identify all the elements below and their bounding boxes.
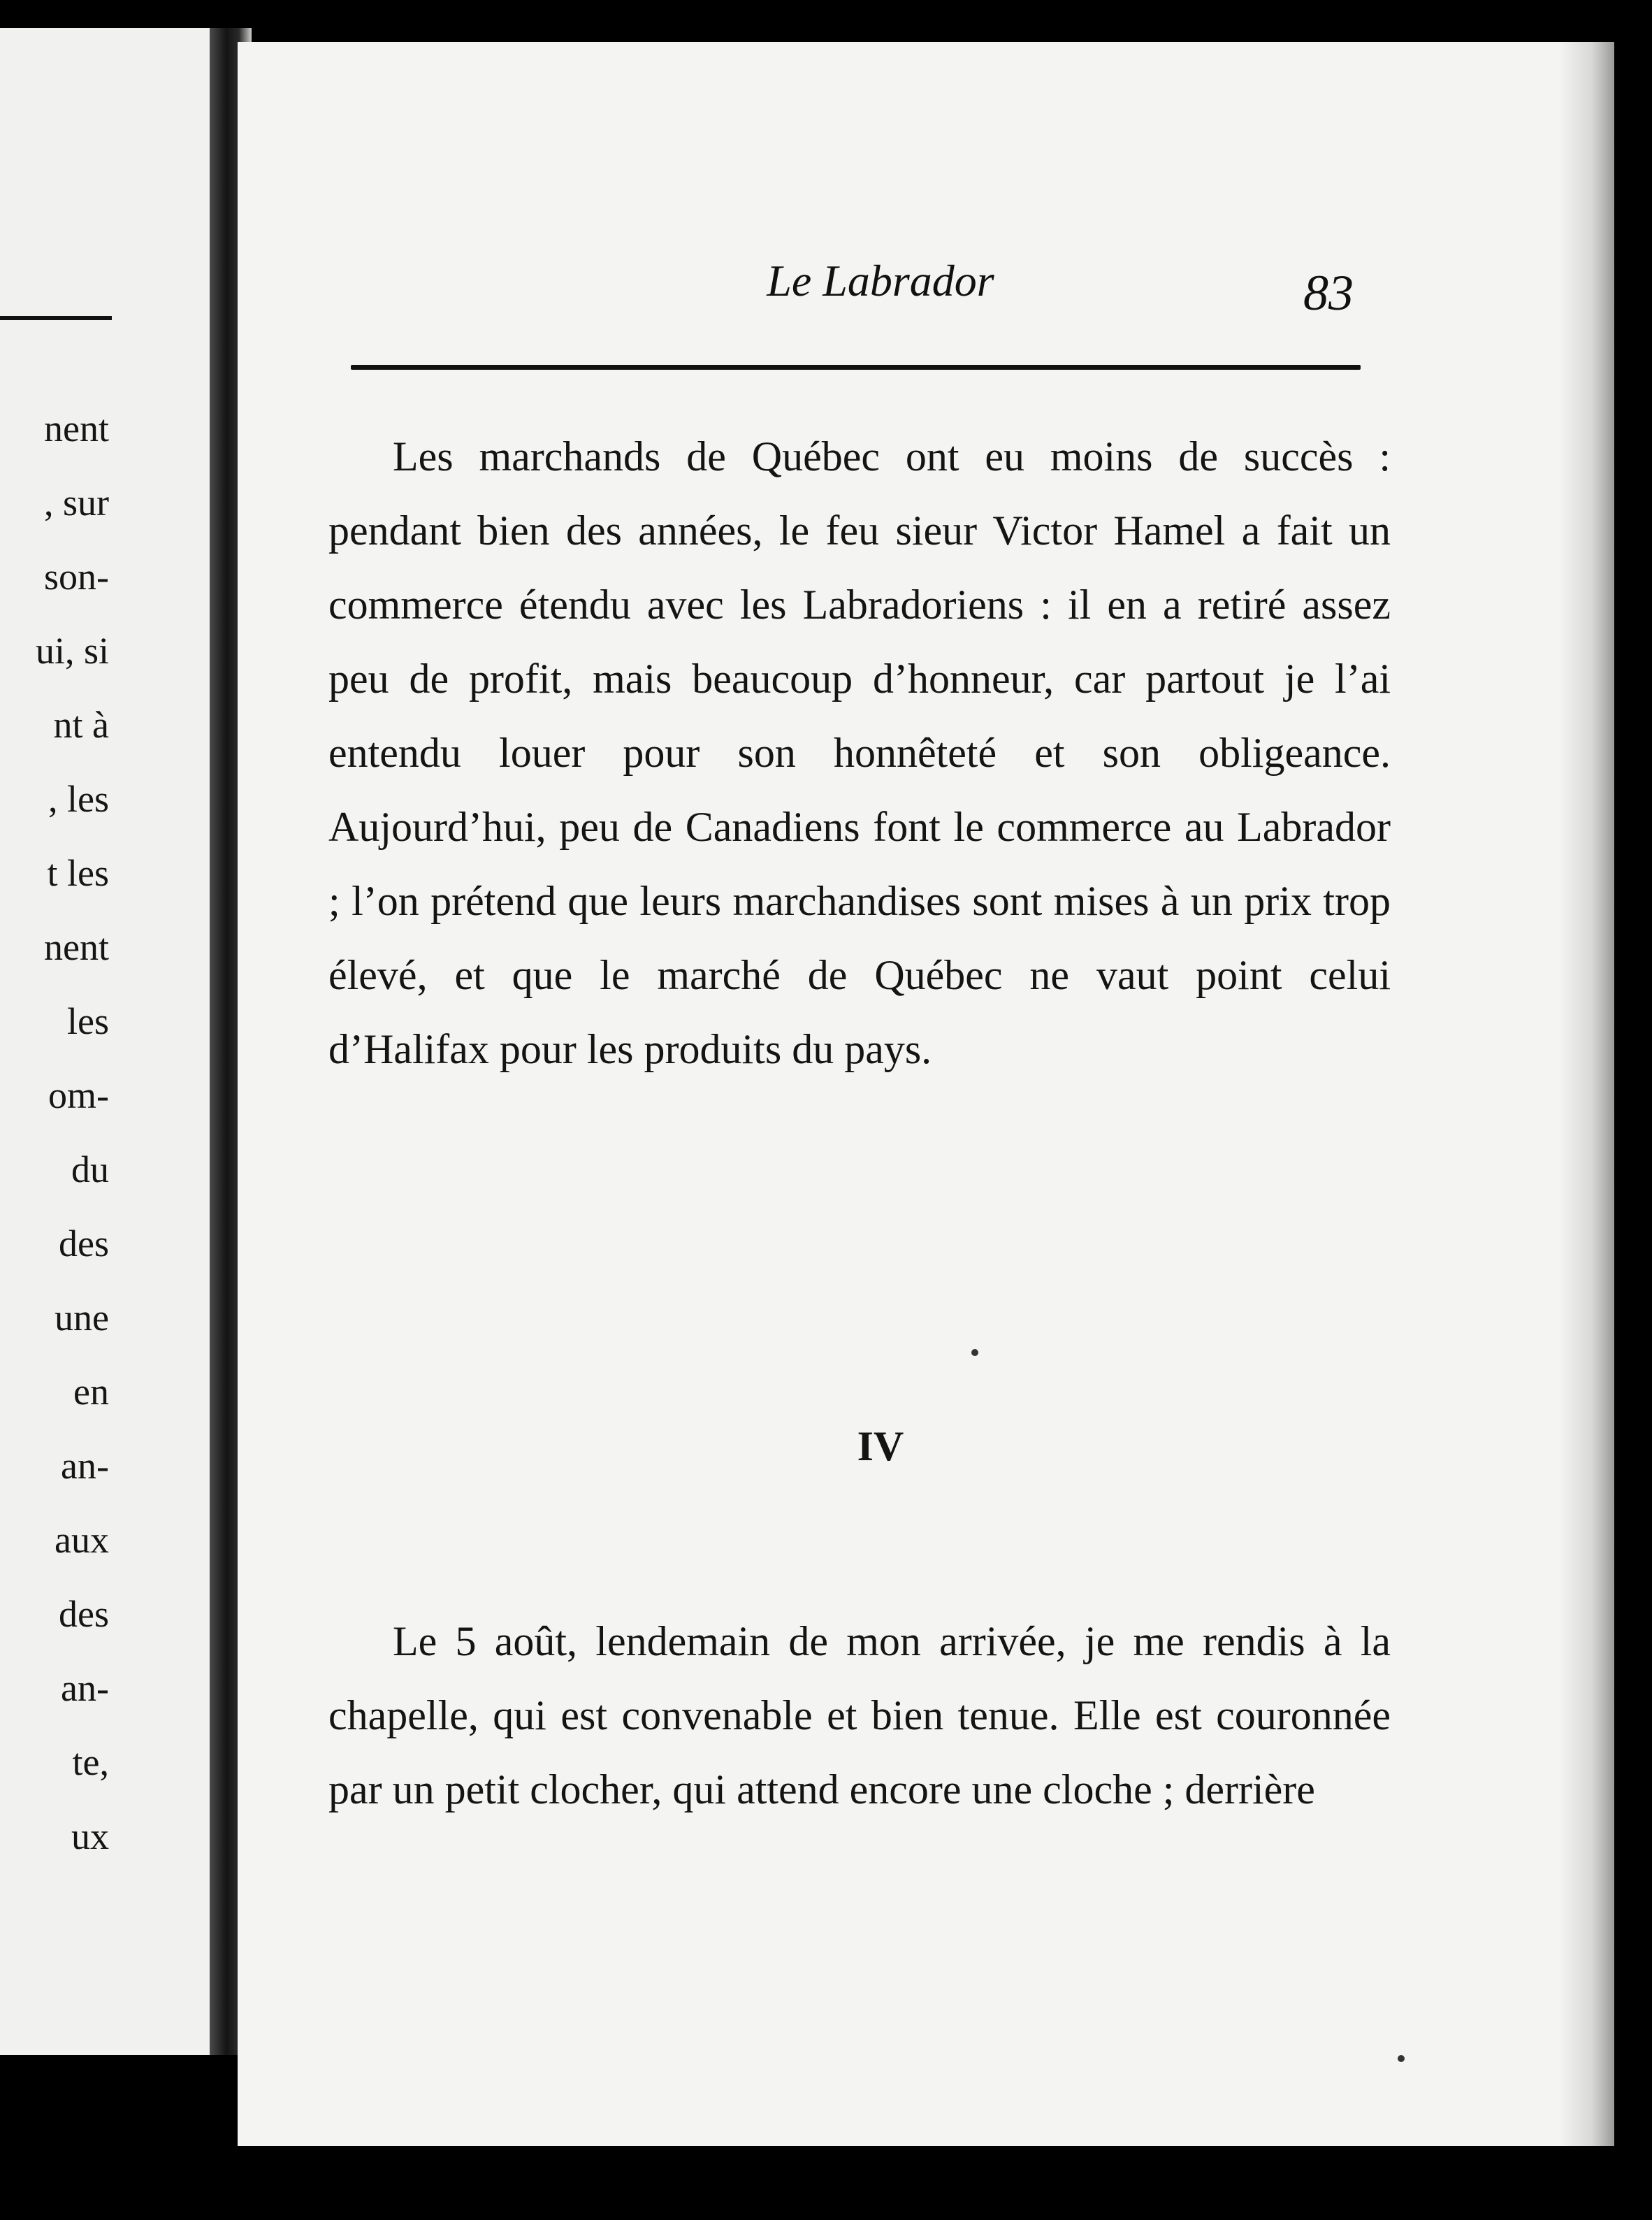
paragraph-1-text: Les marchands de Québec ont eu moins de succès : pendant bien des années, le feu sieur Victor Hamel a fait un commerce étendu avec les Labradoriens : il en a retiré assez peu de profit, mais beaucoup d’honneur, car partout je l’ai entendu louer pour son honnêteté et son obligeance. Aujourd’hui, peu de Canadiens font le commerce au Labrador ; l’on prétend que leurs marchandises sont mises à un prix trop élevé, et que le marché de Québec ne vaut point celui d’Halifax pour les produits du pays. [328, 433, 1391, 1072]
facing-line: des [59, 1593, 109, 1635]
header-rule [351, 365, 1361, 370]
facing-line: an- [61, 1445, 109, 1487]
facing-line: en [73, 1371, 109, 1413]
facing-page-rule [0, 316, 112, 320]
facing-line: du [71, 1148, 109, 1190]
facing-page-left [0, 28, 210, 2055]
facing-line: , les [48, 778, 109, 820]
facing-line: nent [44, 926, 109, 968]
facing-line: nent [44, 408, 109, 449]
facing-line: nt à [53, 704, 109, 746]
facing-line: des [59, 1223, 109, 1264]
facing-line: son- [44, 556, 109, 598]
facing-line: les [67, 1000, 109, 1042]
paragraph-2 [328, 1604, 1391, 1826]
facing-line: une [55, 1297, 109, 1339]
page-number: 83 [1303, 265, 1354, 321]
page-edge-shadow [1558, 42, 1614, 2146]
running-head: Le Labrador [767, 256, 994, 305]
ink-speck [971, 1349, 978, 1356]
facing-page-line-ends [36, 391, 109, 1873]
page-right [238, 42, 1614, 2146]
paragraph-2-text: Le 5 août, lendemain de mon arrivée, je me rendis à la chapelle, qui est convenable et bien tenue. Elle est couronnée par un petit clocher, qui attend encore une cloche ; derrière [328, 1618, 1391, 1812]
section-heading: IV [857, 1423, 904, 1469]
facing-line: t les [47, 852, 109, 894]
facing-line: ux [71, 1815, 109, 1857]
ink-speck [1398, 2055, 1405, 2062]
facing-line: om- [48, 1074, 109, 1116]
paragraph-1 [328, 419, 1391, 1086]
facing-line: te, [72, 1741, 109, 1783]
facing-line: , sur [44, 482, 109, 524]
facing-line: aux [55, 1519, 109, 1561]
facing-line: an- [61, 1667, 109, 1709]
facing-line: ui, si [35, 630, 109, 672]
